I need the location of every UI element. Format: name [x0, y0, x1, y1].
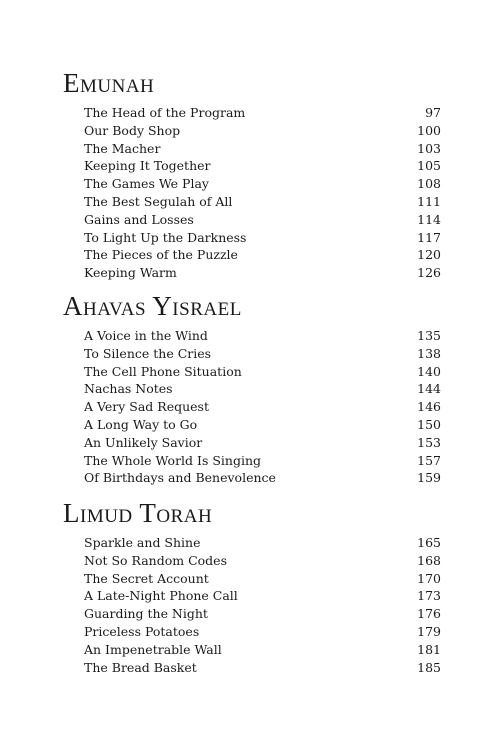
section-emunah [63, 68, 441, 282]
toc-entry [63, 659, 441, 677]
entry-title: Not So Random Codes [84, 552, 227, 568]
entry-page-number: 126 [417, 265, 441, 281]
toc-entry [63, 398, 441, 416]
entry-title: An Unlikely Savior [84, 434, 203, 450]
entry-list [63, 327, 441, 487]
entry-page-number: 165 [417, 535, 441, 550]
entry-title: A Late-Night Phone Call [84, 588, 238, 604]
entry-title: Keeping Warm [84, 265, 177, 281]
toc-entry [63, 363, 441, 381]
entry-page-number: 150 [417, 416, 441, 432]
toc-entry [63, 264, 441, 282]
toc-entry [63, 246, 441, 264]
entry-page-number: 146 [417, 399, 441, 415]
section-limud-torah [63, 498, 441, 676]
toc-entry [63, 345, 441, 363]
section-ahavas-yisrael [63, 291, 441, 487]
toc-entry [63, 175, 441, 193]
entry-page-number: 159 [417, 470, 441, 486]
toc-entry [63, 229, 441, 247]
section-title: Emunah [63, 68, 155, 98]
toc-entry [63, 452, 441, 470]
entry-title: The Cell Phone Situation [84, 363, 242, 379]
toc-entry [63, 104, 441, 122]
entry-title: Guarding the Night [84, 606, 208, 622]
entry-list [63, 104, 441, 282]
toc-entry [63, 140, 441, 158]
entry-title: Priceless Potatoes [84, 623, 200, 639]
entry-title: Of Birthdays and Benevolence [84, 470, 276, 486]
entry-page-number: 138 [417, 345, 441, 361]
entry-page-number: 185 [417, 659, 441, 675]
entry-page-number: 114 [417, 211, 441, 227]
entry-title: An Impenetrable Wall [84, 641, 222, 657]
entry-title: The Secret Account [84, 570, 209, 586]
entry-page-number: 173 [417, 588, 441, 604]
entry-page-number: 135 [417, 328, 441, 343]
entry-title: The Bread Basket [84, 659, 197, 675]
entry-title: A Long Way to Go [84, 416, 198, 432]
entry-title: The Games We Play [84, 176, 209, 192]
entry-title: The Whole World Is Singing [84, 452, 262, 468]
entry-title: The Macher [84, 140, 161, 156]
entry-page-number: 97 [425, 105, 441, 120]
entry-page-number: 179 [417, 623, 441, 639]
entry-page-number: 105 [417, 158, 441, 174]
entry-title: The Head of the Program [84, 105, 246, 120]
entry-page-number: 144 [417, 381, 441, 397]
entry-title: A Voice in the Wind [84, 328, 208, 343]
section-title: Ahavas Yisrael [63, 291, 242, 321]
toc-entry [63, 211, 441, 229]
entry-title: The Pieces of the Puzzle [84, 247, 238, 263]
entry-title: To Silence the Cries [84, 345, 212, 361]
entry-page-number: 157 [417, 452, 441, 468]
entry-page-number: 153 [417, 434, 441, 450]
entry-title: Sparkle and Shine [84, 535, 201, 550]
toc-entry [63, 327, 441, 345]
entry-page-number: 103 [417, 140, 441, 156]
toc-entry [63, 122, 441, 140]
entry-page-number: 140 [417, 363, 441, 379]
entry-title: Nachas Notes [84, 381, 173, 397]
toc-entry [63, 380, 441, 398]
toc-entry [63, 434, 441, 452]
entry-title: To Light Up the Darkness [84, 229, 247, 245]
toc-entry [63, 641, 441, 659]
entry-page-number: 170 [417, 570, 441, 586]
entry-page-number: 108 [417, 176, 441, 192]
entry-page-number: 168 [417, 552, 441, 568]
toc-entry [63, 157, 441, 175]
entry-title: Our Body Shop [84, 122, 181, 138]
entry-page-number: 120 [417, 247, 441, 263]
section-title: Limud Torah [63, 498, 213, 528]
toc-entry [63, 534, 441, 552]
toc-entry [63, 605, 441, 623]
entry-title: Gains and Losses [84, 211, 194, 227]
entry-page-number: 100 [417, 122, 441, 138]
entry-title: The Best Segulah of All [84, 193, 233, 209]
entry-page-number: 181 [417, 641, 441, 657]
toc-entry [63, 587, 441, 605]
toc-entry [63, 469, 441, 487]
entry-title: Keeping It Together [84, 158, 211, 174]
toc-entry [63, 193, 441, 211]
entry-title: A Very Sad Request [84, 399, 209, 415]
toc-entry [63, 416, 441, 434]
toc-entry [63, 552, 441, 570]
entry-page-number: 176 [417, 606, 441, 622]
entry-page-number: 111 [417, 193, 441, 209]
toc-entry [63, 623, 441, 641]
toc-entry [63, 570, 441, 588]
entry-page-number: 117 [417, 229, 441, 245]
entry-list [63, 534, 441, 676]
